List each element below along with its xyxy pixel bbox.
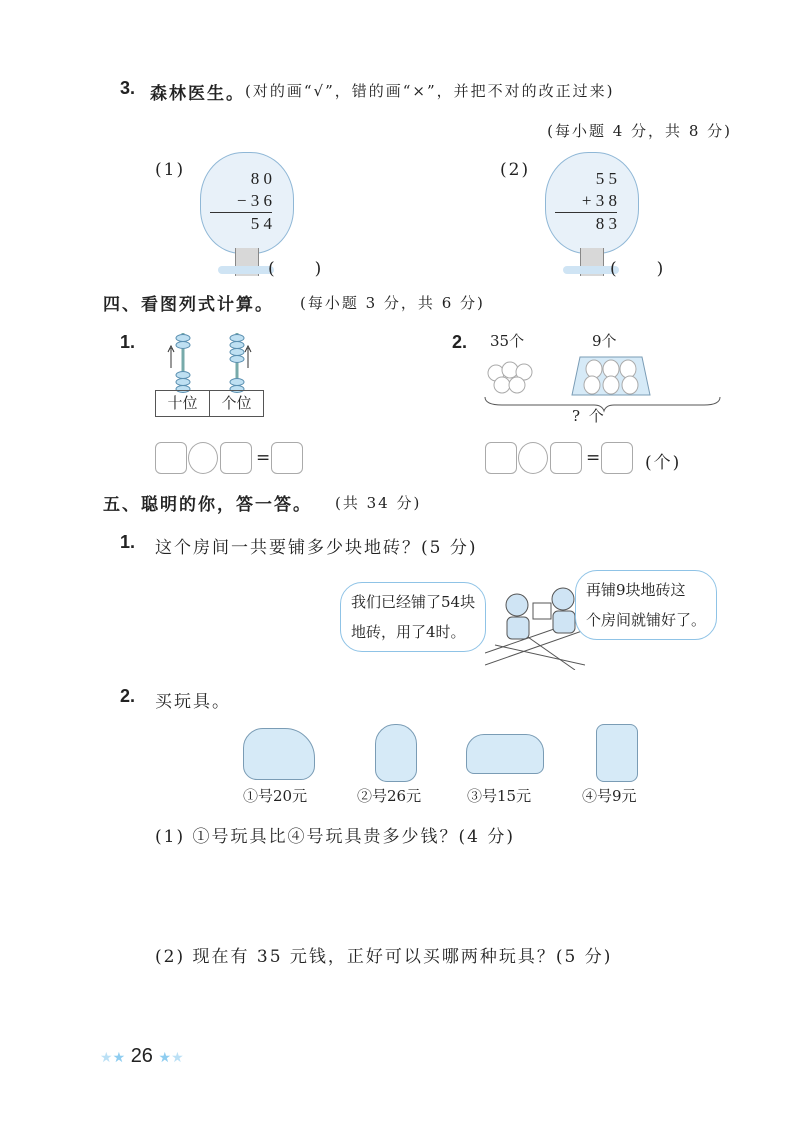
- s5-p1-question: 这个房间一共要铺多少块地砖？(5 分): [155, 538, 478, 558]
- total-count: ? 个: [572, 407, 606, 425]
- doll-icon: [375, 724, 417, 782]
- s4-p1-number: 1.: [120, 332, 136, 352]
- calc-row1: 5 5: [595, 169, 617, 188]
- bubble-line: 我们已经铺了54块: [351, 593, 476, 611]
- star-icon: ★: [112, 1049, 126, 1065]
- q3-item1-calc: [210, 168, 272, 235]
- calc-row2: 3 6: [250, 191, 272, 210]
- q3-title: 森林医生。: [150, 84, 245, 104]
- s5-p2-sub1: (1) ①号玩具比④号玩具贵多少钱？(4 分): [155, 827, 515, 847]
- q3-item1-answer[interactable]: ( ): [268, 259, 324, 279]
- s5-p2-sub2: (2) 现在有 35 元钱，正好可以买哪两种玩具？(5 分): [155, 947, 613, 967]
- q3-number: 3.: [120, 78, 136, 98]
- workers-laying-tiles-icon: [485, 585, 585, 670]
- ones-label: 个位: [221, 394, 252, 412]
- toy-label-3: ③号15元: [467, 787, 532, 805]
- q3-score: (每小题 4 分，共 8 分): [547, 122, 732, 140]
- answer-box[interactable]: [601, 442, 633, 474]
- calc-row2: 3 8: [595, 191, 617, 210]
- bubble-line: 地砖，用了4时。: [351, 623, 466, 641]
- q3-item2-calc: [555, 168, 617, 235]
- q3-item2-answer[interactable]: ( ): [610, 259, 666, 279]
- s5-p1-number: 1.: [120, 532, 136, 552]
- grass-icon: [218, 266, 274, 274]
- calc-result: 8 3: [555, 212, 617, 235]
- q3-item1-label: (1): [155, 160, 186, 180]
- toy-label-2: ②号26元: [357, 787, 422, 805]
- car-icon: [466, 734, 544, 774]
- section5-score: (共 34 分): [335, 494, 422, 512]
- answer-box[interactable]: [155, 442, 187, 474]
- s4-p2-number: 2.: [452, 332, 468, 352]
- calc-row1: 8 0: [250, 169, 272, 188]
- place-value-table: [155, 390, 264, 417]
- tens-label: 十位: [156, 391, 210, 416]
- section5-heading: 五、聪明的你，答一答。: [103, 495, 312, 515]
- right-count: 9个: [592, 332, 617, 350]
- speech-bubble-left: [340, 582, 486, 652]
- airplane-icon: [243, 728, 315, 780]
- bubble-line: 个房间就铺好了。: [586, 611, 707, 629]
- left-count: 35个: [490, 332, 525, 350]
- page-number: 26: [130, 1045, 153, 1067]
- s5-p2-title: 买玩具。: [155, 692, 231, 712]
- calc-operator: −: [236, 191, 247, 210]
- q3-item2-label: (2): [500, 160, 531, 180]
- section4-score: (每小题 3 分，共 6 分): [300, 294, 485, 312]
- s5-p2-number: 2.: [120, 686, 136, 706]
- answer-box[interactable]: [550, 442, 582, 474]
- unit-label: (个): [645, 453, 682, 473]
- operator-circle[interactable]: [188, 442, 218, 474]
- bubble-line: 再铺9块地砖这: [586, 581, 686, 599]
- equals-sign: =: [256, 448, 273, 468]
- star-icon: ★: [158, 1049, 172, 1065]
- answer-box[interactable]: [271, 442, 303, 474]
- equals-sign: =: [586, 448, 603, 468]
- speech-bubble-right: [575, 570, 717, 640]
- robot-icon: [596, 724, 638, 782]
- answer-box[interactable]: [220, 442, 252, 474]
- section4-heading: 四、看图列式计算。: [103, 295, 274, 315]
- answer-box[interactable]: [485, 442, 517, 474]
- star-icon: ★: [100, 1049, 113, 1065]
- operator-circle[interactable]: [518, 442, 548, 474]
- calc-operator: +: [581, 191, 592, 210]
- toy-label-4: ④号9元: [582, 787, 637, 805]
- calc-result: 5 4: [210, 212, 272, 235]
- page-footer: [100, 1045, 184, 1068]
- star-icon: ★: [171, 1049, 184, 1065]
- q3-instruction: (对的画“√”，错的画“×”，并把不对的改正过来): [245, 82, 615, 100]
- toy-label-1: ①号20元: [243, 787, 308, 805]
